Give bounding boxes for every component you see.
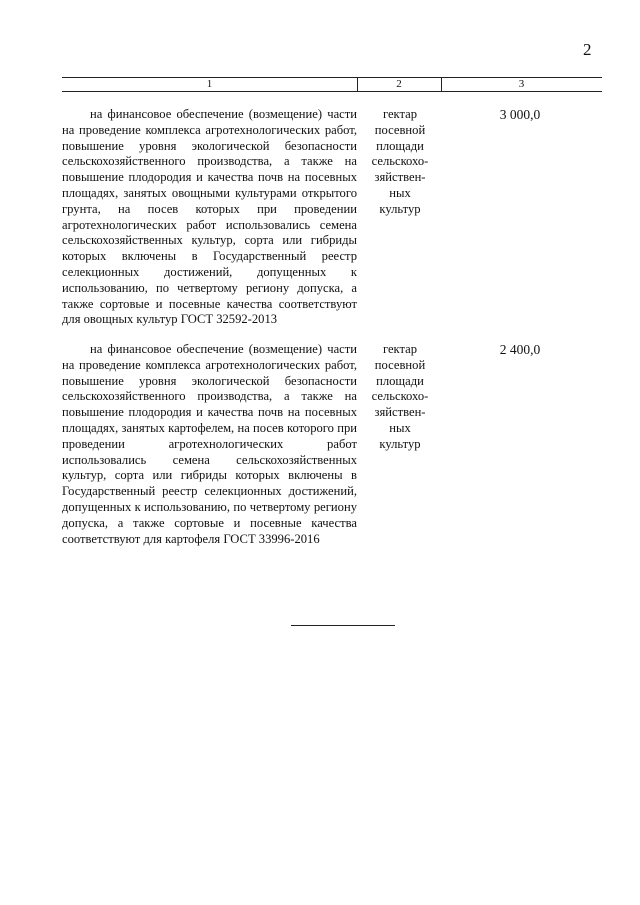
unit-line: культур (379, 201, 421, 216)
unit-line: площади (376, 373, 424, 388)
unit-line: сельскохо- (371, 389, 429, 404)
unit-line: зяйствен- (374, 170, 426, 185)
unit-line: ных (389, 420, 411, 435)
column-number-2: 2 (396, 78, 402, 90)
unit-line: ных (389, 185, 411, 200)
unit-line: сельскохо- (371, 154, 429, 169)
column-number-1: 1 (206, 78, 213, 90)
row-1-value: 3 000,0 (499, 107, 541, 122)
unit-line: гектар (382, 342, 418, 356)
unit-line: гектар (382, 107, 418, 121)
row-2-description: на финансовое обеспечение (возмещение) части на проведение комплекса агротехнологических работ, повышение уровня экологической безопасности сельскохозяйственного производства, а также на повышение плодородия и качества почв на посевных площадях, занятых картофелем, на посев которого при проведении агротехнологических работ использовались семена сельскохозяйственных культур, сорта или гибриды которых включены в Государственный реестр селекционных достижений, допущенных к использованию, по четвертому региону допуска, а также сортовые и посевные качества соответствуют для картофеля ГОСТ 33996-2016 (62, 342, 357, 546)
row-1-unit (362, 107, 438, 218)
unit-line: посевной (374, 122, 426, 137)
row-2-unit (362, 342, 438, 453)
page-number: 2 (583, 40, 592, 59)
unit-line: зяйствен- (374, 405, 426, 420)
table-header-bottom-border (62, 91, 602, 92)
unit-line: культур (379, 436, 421, 451)
unit-line: посевной (374, 357, 426, 372)
row-2-value: 2 400,0 (499, 342, 541, 357)
unit-line: площади (376, 138, 424, 153)
row-1-description: на финансовое обеспечение (возмещение) части на проведение комплекса агротехнологических работ, повышение уровня экологической безопасности сельскохозяйственного производства, а также на повышение плодородия и качества почв на посевных площадях, занятых овощными культурами открытого грунта, на посев которых при проведении агротехнологических работ использовались семена сельскохозяйственных культур, сорта или гибриды которых включены в Государственный реестр селекционных достижений, допущенных к использованию, по четвертому региону допуска, а также сортовые и посевные качества соответствуют для овощных культур ГОСТ 32592-2013 (62, 107, 357, 327)
end-of-document-rule (291, 625, 395, 626)
column-number-3: 3 (518, 78, 525, 90)
